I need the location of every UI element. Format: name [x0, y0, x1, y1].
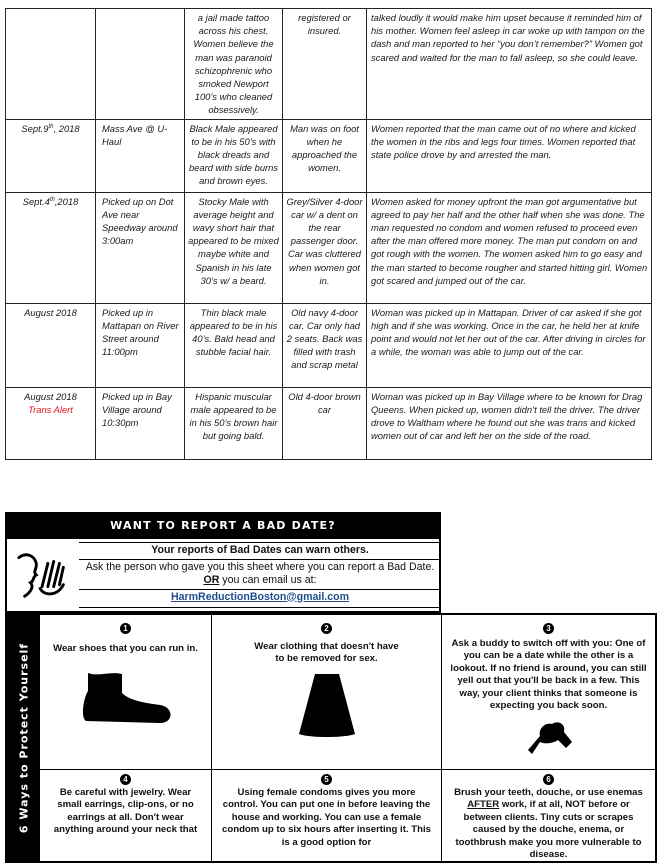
description-cell: Stocky Male with average height and wavy short hair that appeared to be mixed maybe white and Spanish in his late 30’s w/ a beard. [185, 192, 283, 303]
report-warn-line: Your reports of Bad Dates can warn others. [79, 542, 441, 559]
report-box [5, 512, 441, 613]
location-cell: Mass Ave @ U-Haul [96, 119, 185, 192]
details-cell: talked loudly it would make him upset because it reminded him of his mother. Women feel asleep in car woke up with tampon on the dash and man reported to her “you don’t remember?” Women got scared and waited for the man to fall asleep, so she could leave. [367, 9, 652, 120]
description-cell: Black Male appeared to be in his 50’s with black dreads and beard with side burns and brown eyes. [185, 119, 283, 192]
shoe-icon [76, 667, 176, 727]
tip-text: Ask a buddy to switch off with you: One of you can be a date while the other is a lookout. If no friend is around, you can still yell out that you'll be back in a few. This way, your client thinks that someone is expecting you back soon. [450, 638, 647, 712]
date-cell: Sept.9th, 2018 [6, 119, 96, 192]
number-badge: 1 [120, 623, 131, 634]
details-cell: Women reported that the man came out of no where and kicked the women in the ribs and legs four times. Women reported that state police drove by and arrested the man. [367, 119, 652, 192]
description-cell: Hispanic muscular male appeared to be in his 50’s brown hair but going bald. [185, 387, 283, 459]
date-cell [6, 9, 96, 120]
tip-6 [442, 770, 655, 861]
date-cell: August 2018 [6, 303, 96, 387]
details-cell: Woman was picked up in Mattapan. Driver of car asked if she got high and if she was working. Once in the car, he held her at knife point and would not let her out of the car. After driving in circles for a while, the woman was able to jump out of the car. [367, 303, 652, 387]
date-cell: August 2018 Trans Alert [6, 387, 96, 459]
skirt-icon [297, 672, 357, 740]
report-heading: WANT TO REPORT A BAD DATE? [5, 512, 441, 539]
location-cell: Picked up on Dot Ave near Speedway around 3:00am [96, 192, 185, 303]
tip-3 [442, 615, 655, 770]
tip-text: Be careful with jewelry. Wear small earrings, clip-ons, or no earrings at all. Don't wear anything around your neck that [53, 787, 198, 836]
bad-date-table [5, 8, 652, 460]
description-cell: Thin black male appeared to be in his 40’s. Bald head and stubble facial hair. [185, 303, 283, 387]
side-title: 6 Ways to Protect Yourself [17, 642, 30, 834]
table-row [6, 192, 652, 303]
speaking-hand-icon [15, 546, 73, 604]
protect-yourself-panel [5, 613, 657, 863]
vehicle-cell: Man was on foot when he approached the women. [283, 119, 367, 192]
description-cell: a jail made tattoo across his chest. Women believe the man was paranoid schizophrenic who smoked Newport 100’s who cleaned obsessively. [185, 9, 283, 120]
vehicle-cell: Old 4-door brown car [283, 387, 367, 459]
table-row [6, 303, 652, 387]
number-badge: 4 [120, 774, 131, 785]
location-cell: Picked up in Bay Village around 10:30pm [96, 387, 185, 459]
details-cell: Women asked for money upfront the man got argumentative but agreed to pay her half and the other half when she was done. The man requested no condom and women refused to proceed even after the man offered more money. The man put condom on and got rough with the women. The women asked him to go easy and the man started to become rougher and started hitting girl. Women got scared and jumped out of the car. [367, 192, 652, 303]
number-badge: 2 [321, 623, 332, 634]
or-emphasis: OR [203, 574, 220, 586]
report-text [79, 542, 441, 608]
number-badge: 5 [321, 774, 332, 785]
tip-text: Wear shoes that you can run in. [53, 643, 198, 654]
vehicle-cell: Grey/Silver 4-door car w/ a dent on the rear passenger door. Car was cluttered when women got in. [283, 192, 367, 303]
table-row [6, 387, 652, 459]
tip-4 [40, 770, 212, 861]
location-cell: Picked up in Mattapan on River Street around 11:00pm [96, 303, 185, 387]
vehicle-cell: registered or insured. [283, 9, 367, 120]
table-row [6, 119, 652, 192]
tip-text: Wear clothing that doesn't have to be removed for sex. [254, 641, 399, 665]
trans-alert-label: Trans Alert [28, 403, 73, 415]
tip-5 [212, 770, 442, 861]
handshake-icon [524, 714, 574, 754]
after-emphasis: AFTER [467, 799, 500, 811]
tip-text: Using female condoms gives you more control. You can put one in before leaving the house and working. You can use a female condom up to six hours after inserting it. This is a good option for [222, 787, 431, 848]
date-cell: Sept.4th,2018 [6, 192, 96, 303]
location-cell [96, 9, 185, 120]
side-title-bar [7, 615, 40, 861]
tip-2 [212, 615, 442, 770]
tip-text: Brush your teeth, douche, or use enemas AFTER work, if at all, NOT before or between clients. Tiny cuts or scrapes caused by the douche, enema, or toothbrush make you more vulnerable to disease. [454, 787, 643, 861]
table-row [6, 9, 652, 120]
tip-1 [40, 615, 212, 770]
report-instructions: Ask the person who gave you this sheet where you can report a Bad Date. OR you can email us at: [79, 559, 441, 589]
number-badge: 3 [543, 623, 554, 634]
vehicle-cell: Old navy 4-door car. Car only had 2 seats. Back was filled with trash and scrap metal [283, 303, 367, 387]
details-cell: Woman was picked up in Bay Village where to be known for Drag Queens. When picked up, women didn’t tell the driver. The driver drove to Waltham where he found out she was trans and kicked women out of car and left her on the side of the road. [367, 387, 652, 459]
number-badge: 6 [543, 774, 554, 785]
email-link[interactable]: HarmReductionBoston@gmail.com [79, 589, 441, 609]
